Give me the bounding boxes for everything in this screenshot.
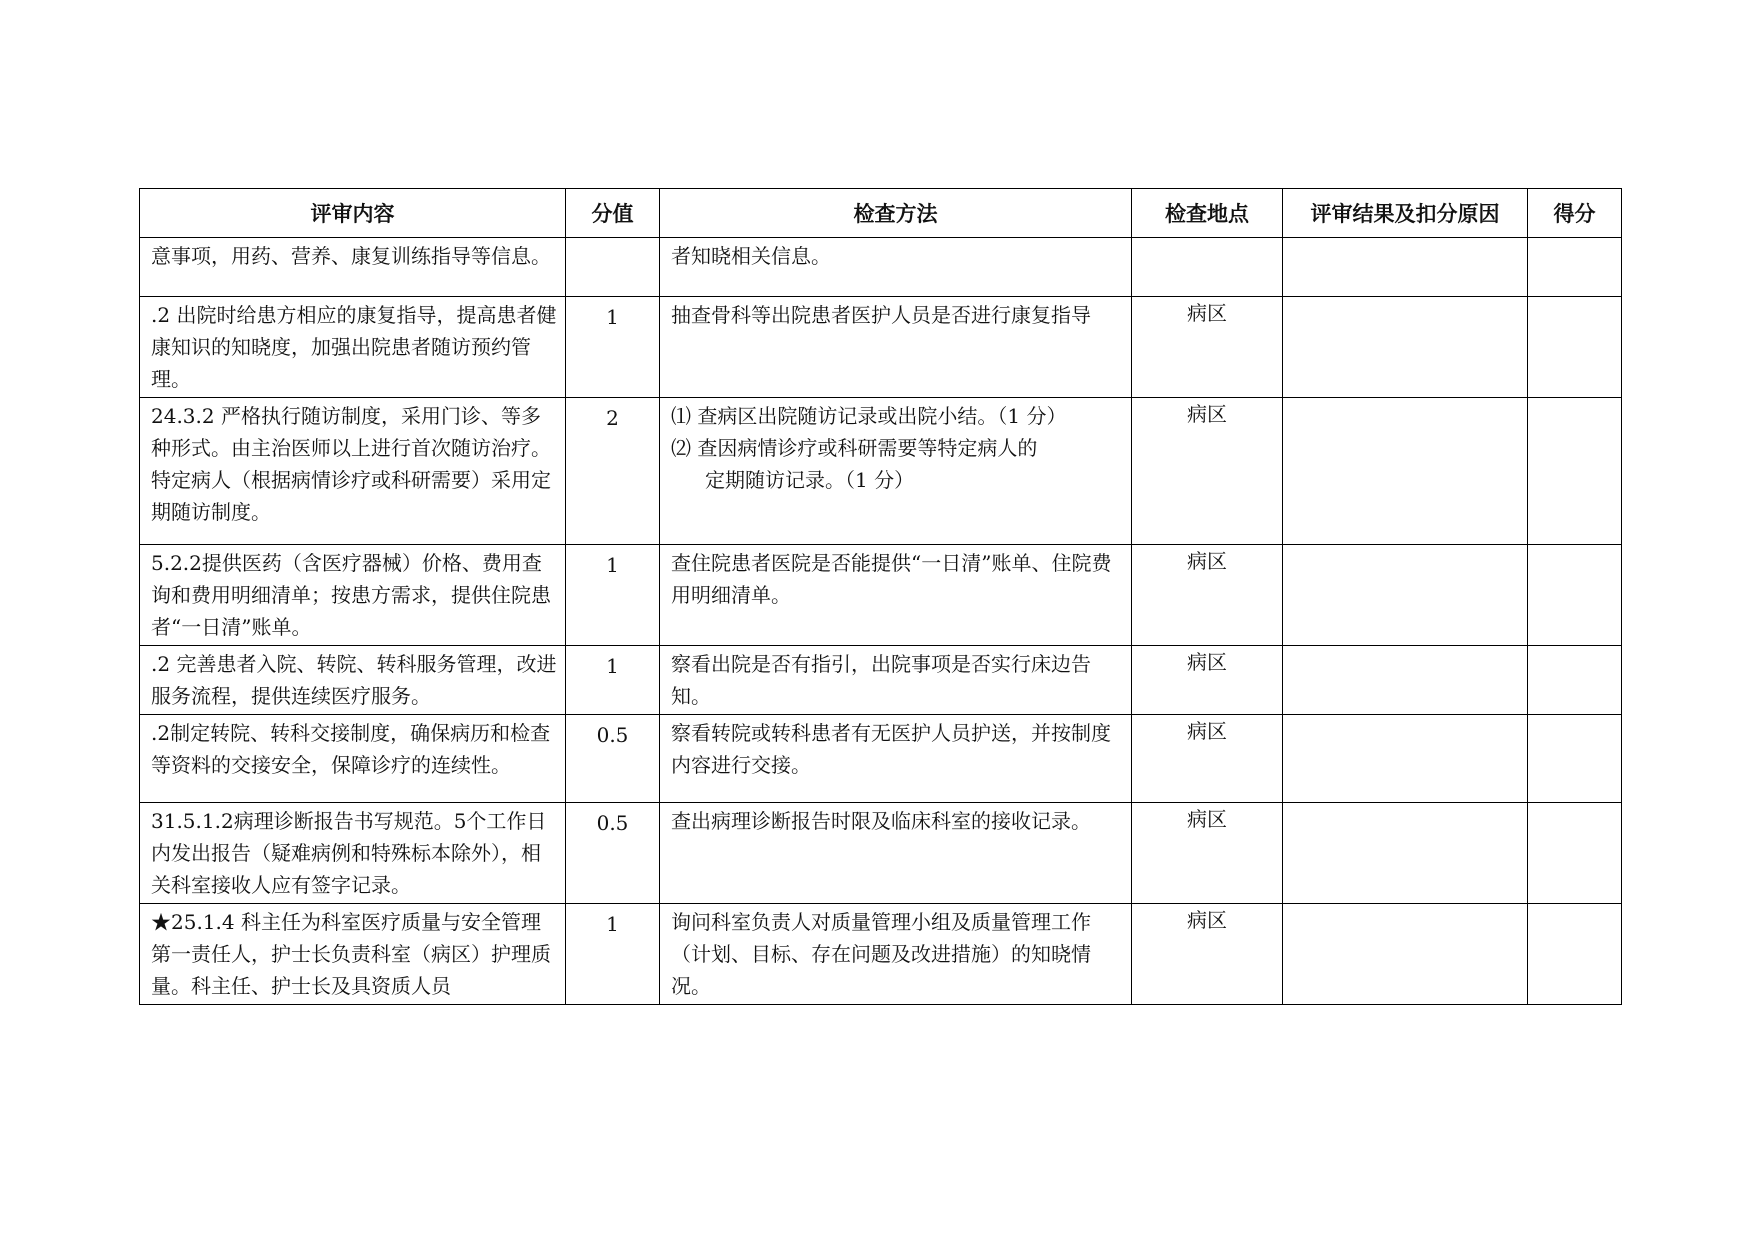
table-row (140, 238, 1622, 297)
header-content: 评审内容 (140, 189, 566, 238)
cell-method (660, 238, 1132, 297)
cell-score (566, 904, 660, 1005)
cell-place (1132, 398, 1283, 545)
table-row (140, 297, 1622, 398)
method-line: ⑵ 查因病情诊疗或科研需要等特定病人的 (671, 436, 1038, 460)
method-line: 抽查骨科等出院患者医护人员是否进行康复指导 (671, 303, 1091, 327)
content-text: .2 完善患者入院、转院、转科服务管理，改进服务流程，提供连续医疗服务。 (151, 652, 557, 708)
method-line: 察看转院或转科患者有无医护人员护送，并按制度内容进行交接。 (671, 721, 1111, 777)
cell-result (1283, 297, 1528, 398)
cell-place (1132, 715, 1283, 803)
method-text (660, 398, 1131, 498)
place-value: 病区 (1187, 719, 1227, 743)
method-line: 定期随访记录。（1 分） (705, 468, 915, 492)
cell-score (566, 238, 660, 297)
cell-got (1528, 545, 1622, 646)
table-header-row (140, 189, 1622, 238)
content-text: 意事项，用药、营养、康复训练指导等信息。 (151, 244, 551, 268)
cell-got (1528, 803, 1622, 904)
place-value: 病区 (1187, 650, 1227, 674)
cell-method (660, 398, 1132, 545)
cell-method (660, 904, 1132, 1005)
method-line: ⑴ 查病区出院随访记录或出院小结。（1 分） (671, 404, 1067, 428)
cell-result (1283, 545, 1528, 646)
content-text: .2 出院时给患方相应的康复指导，提高患者健康知识的知晓度，加强出院患者随访预约管理。 (151, 303, 557, 391)
cell-method (660, 715, 1132, 803)
table-row (140, 715, 1622, 803)
table-body (140, 238, 1622, 1005)
cell-got (1528, 297, 1622, 398)
cell-place (1132, 803, 1283, 904)
cell-content (140, 803, 566, 904)
method-text (660, 803, 1131, 839)
place-value: 病区 (1187, 301, 1227, 325)
score-value: 1 (606, 654, 619, 678)
method-line: 查住院患者医院是否能提供“一日清”账单、住院费用明细清单。 (671, 551, 1112, 607)
review-table (139, 188, 1622, 1005)
header-got: 得分 (1528, 189, 1622, 238)
method-line: 者知晓相关信息。 (671, 244, 831, 268)
cell-content (140, 398, 566, 545)
place-value: 病区 (1187, 402, 1227, 426)
cell-method (660, 646, 1132, 715)
cell-content (140, 904, 566, 1005)
cell-score (566, 398, 660, 545)
method-line: 查出病理诊断报告时限及临床科室的接收记录。 (671, 809, 1091, 833)
score-value: 1 (606, 553, 619, 577)
method-text (660, 646, 1131, 714)
score-value: 2 (606, 406, 619, 430)
table-row (140, 646, 1622, 715)
header-method: 检查方法 (660, 189, 1132, 238)
cell-place (1132, 646, 1283, 715)
cell-result (1283, 715, 1528, 803)
cell-content (140, 545, 566, 646)
method-line: 询问科室负责人对质量管理小组及质量管理工作（计划、目标、存在问题及改进措施）的知晓情况。 (671, 910, 1091, 998)
method-text (660, 904, 1131, 1004)
cell-result (1283, 904, 1528, 1005)
content-text: 31.5.1.2病理诊断报告书写规范。5个工作日内发出报告（疑难病例和特殊标本除外），相关科室接收人应有签字记录。 (151, 809, 547, 897)
method-text (660, 297, 1131, 333)
place-value: 病区 (1187, 908, 1227, 932)
cell-score (566, 646, 660, 715)
content-text: .2制定转院、转科交接制度，确保病历和检查等资料的交接安全，保障诊疗的连续性。 (151, 721, 551, 777)
cell-score (566, 545, 660, 646)
cell-score (566, 715, 660, 803)
table-row (140, 398, 1622, 545)
cell-place (1132, 904, 1283, 1005)
cell-got (1528, 238, 1622, 297)
cell-got (1528, 904, 1622, 1005)
cell-method (660, 803, 1132, 904)
cell-content (140, 238, 566, 297)
cell-got (1528, 715, 1622, 803)
cell-score (566, 803, 660, 904)
method-text (660, 715, 1131, 783)
cell-content (140, 715, 566, 803)
cell-got (1528, 398, 1622, 545)
cell-got (1528, 646, 1622, 715)
table-row (140, 545, 1622, 646)
cell-score (566, 297, 660, 398)
method-text (660, 238, 1131, 274)
header-result: 评审结果及扣分原因 (1283, 189, 1528, 238)
cell-result (1283, 803, 1528, 904)
content-text: ★25.1.4 科主任为科室医疗质量与安全管理第一责任人，护士长负责科室（病区）护理质量。科主任、护士长及具资质人员 (151, 910, 551, 998)
header-place: 检查地点 (1132, 189, 1283, 238)
cell-content (140, 646, 566, 715)
table-row (140, 904, 1622, 1005)
cell-place (1132, 297, 1283, 398)
cell-result (1283, 398, 1528, 545)
cell-place (1132, 545, 1283, 646)
place-value: 病区 (1187, 549, 1227, 573)
score-value (566, 238, 659, 242)
score-value: 1 (606, 912, 619, 936)
cell-place (1132, 238, 1283, 297)
table-row (140, 803, 1622, 904)
method-line: 察看出院是否有指引，出院事项是否实行床边告知。 (671, 652, 1091, 708)
content-text: 5.2.2提供医药（含医疗器械）价格、费用查询和费用明细清单；按患方需求，提供住院患者“一日清”账单。 (151, 551, 551, 639)
cell-result (1283, 238, 1528, 297)
method-text (660, 545, 1131, 613)
cell-method (660, 545, 1132, 646)
cell-method (660, 297, 1132, 398)
place-value: 病区 (1187, 807, 1227, 831)
content-text: 24.3.2 严格执行随访制度，采用门诊、等多种形式。由主治医师以上进行首次随访治疗。 特定病人（根据病情诊疗或科研需要）采用定期随访制度。 (151, 404, 551, 524)
score-value: 1 (606, 305, 619, 329)
score-value: 0.5 (596, 811, 629, 835)
header-score: 分值 (566, 189, 660, 238)
score-value: 0.5 (596, 723, 629, 747)
cell-content (140, 297, 566, 398)
cell-result (1283, 646, 1528, 715)
